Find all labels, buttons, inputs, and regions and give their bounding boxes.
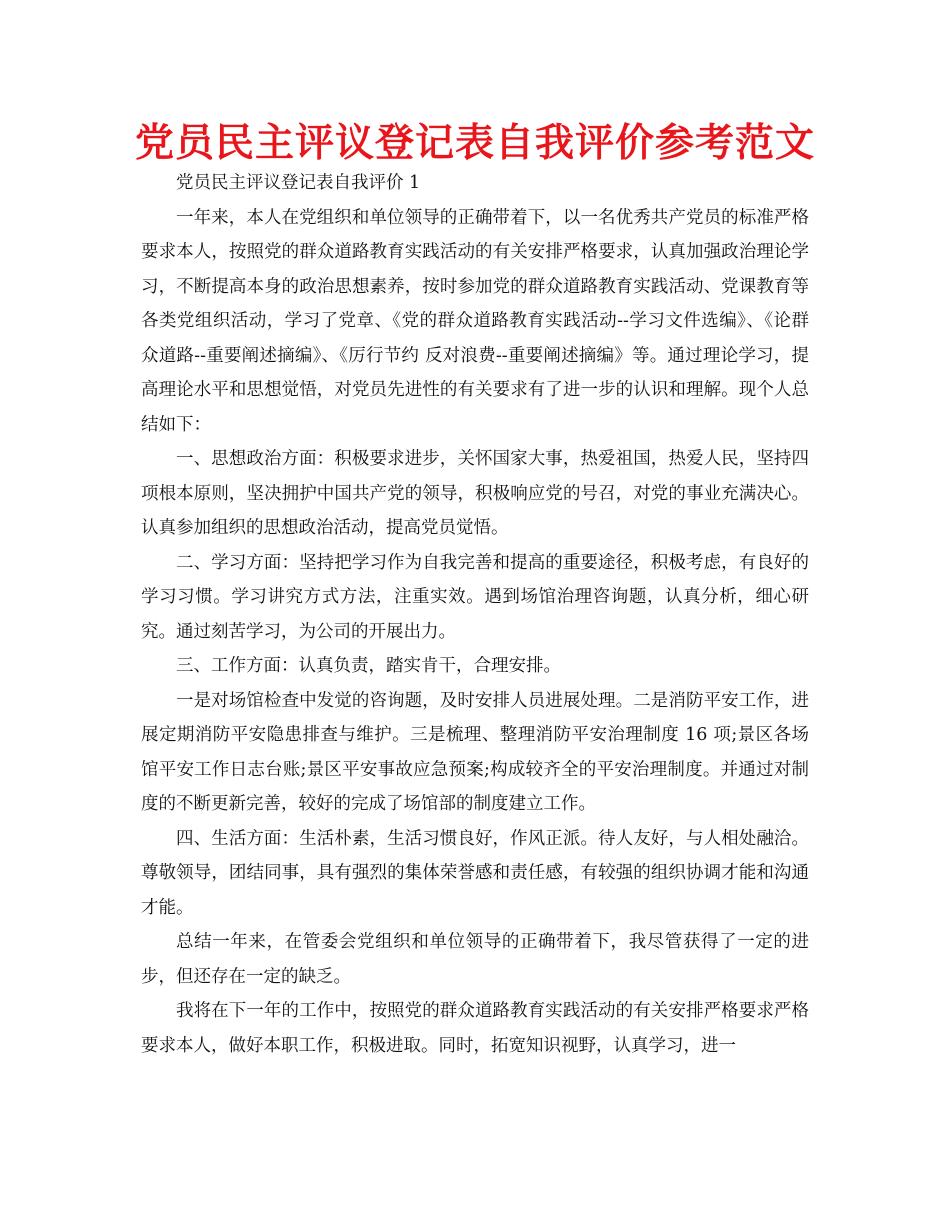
document-body (141, 166, 809, 1063)
paragraph-work-details: 一是对场馆检查中发觉的咨询题，及时安排人员进展处理。二是消防平安工作，进展定期消防平安隐患排查与维护。三是梳理、整理消防平安治理制度 16 项;景区各场馆平安工作日志台账;景区平安事故应急预案;构成较齐全的平安治理制度。并通过对制度的不断更新完善，较好的完成了场馆部的制度建立工作。 (141, 690, 809, 814)
document-title: 党员民主评议登记表自我评价参考范文 (134, 120, 815, 166)
paragraph-plan: 我将在下一年的工作中，按照党的群众道路教育实践活动的有关安排严格要求严格要求本人，做好本职工作，积极进取。同时，拓宽知识视野，认真学习，进一 (141, 1001, 809, 1056)
paragraph-study: 二、学习方面：坚持把学习作为自我完善和提高的重要途径，积极考虑，有良好的学习习惯。学习讲究方式方法，注重实效。遇到场馆治理咨询题，认真分析，细心研究。通过刻苦学习，为公司的开展出力。 (141, 552, 809, 642)
paragraph-work-heading: 三、工作方面：认真负责，踏实肯干，合理安排。 (176, 656, 561, 676)
paragraph-life: 四、生活方面：生活朴素，生活习惯良好，作风正派。待人友好，与人相处融洽。尊敬领导，团结同事，具有强烈的集体荣誉感和责任感，有较强的组织协调才能和沟通才能。 (141, 828, 809, 918)
section-subtitle: 党员民主评议登记表自我评价 1 (176, 173, 421, 193)
paragraph-summary: 总结一年来，在管委会党组织和单位领导的正确带着下，我尽管获得了一定的进步，但还存在一定的缺乏。 (141, 932, 809, 987)
paragraph-intro: 一年来，本人在党组织和单位领导的正确带着下，以一名优秀共产党员的标准严格要求本人，按照党的群众道路教育实践活动的有关安排严格要求，认真加强政治理论学习，不断提高本身的政治思想素养，按时参加党的群众道路教育实践活动、党课教育等各类党组织活动，学习了党章、《党的群众道路教育实践活动--学习文件选编》、《论群众道路--重要阐述摘编》、《厉行节约 反对浪费--重要阐述摘编》等。通过理论学习，提高理论水平和思想觉悟，对党员先进性的有关要求有了进一步的认识和理解。现个人总结如下： (141, 207, 809, 435)
paragraph-political: 一、思想政治方面：积极要求进步，关怀国家大事，热爱祖国，热爱人民，坚持四项根本原则，坚决拥护中国共产党的领导，积极响应党的号召，对党的事业充满决心。认真参加组织的思想政治活动，提高党员觉悟。 (141, 449, 809, 538)
